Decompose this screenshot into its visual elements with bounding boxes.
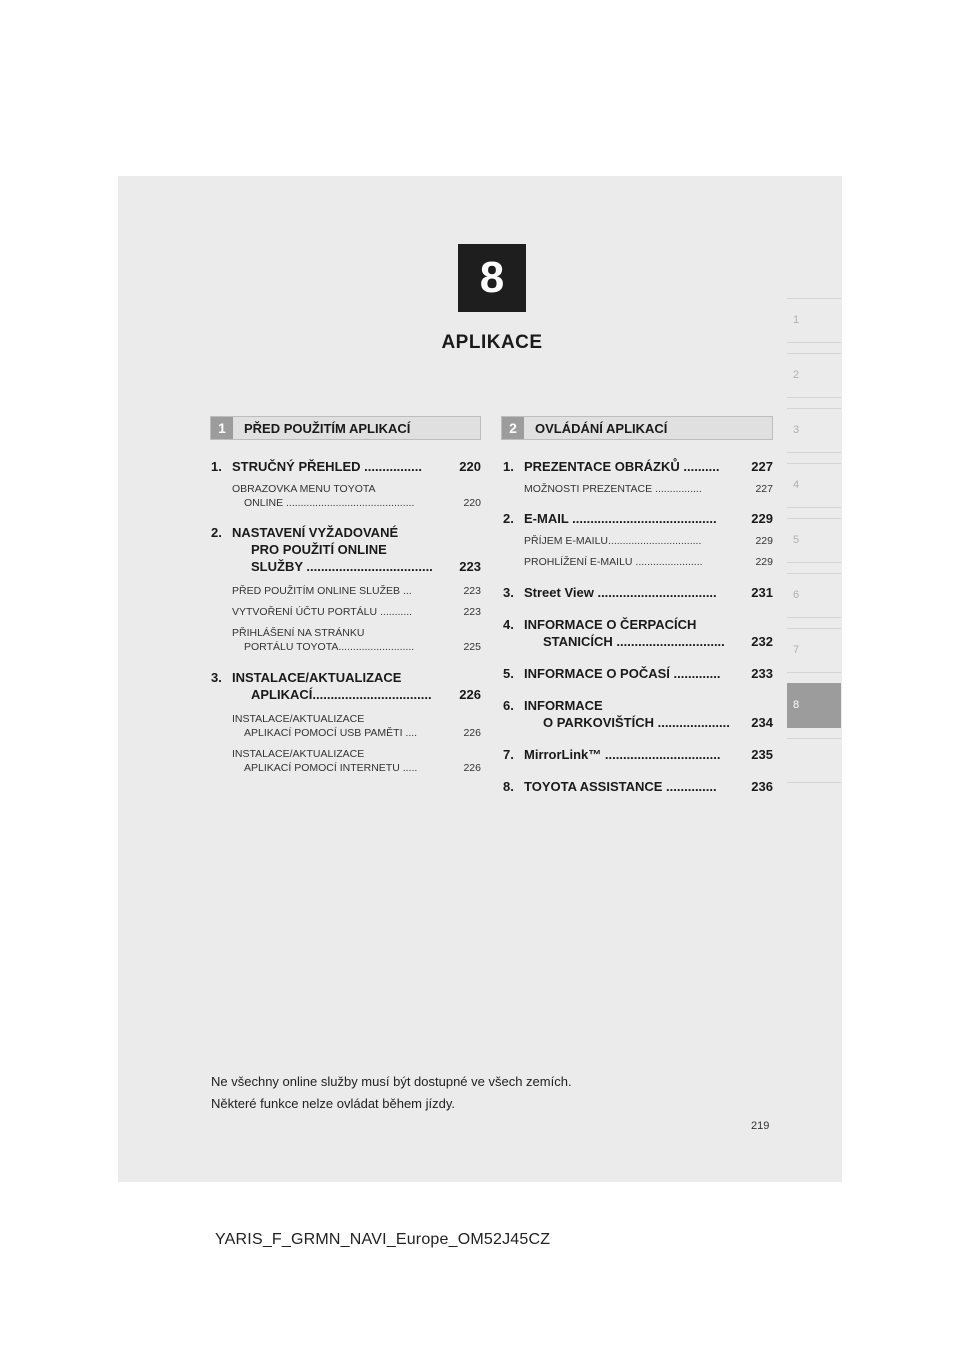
tab-3[interactable]: 3 xyxy=(787,408,841,453)
page-ref: 223 xyxy=(463,585,481,597)
page-ref: 226 xyxy=(463,727,481,739)
toc-subentry[interactable]: VYTVOŘENÍ ÚČTU PORTÁLU ........... 223 xyxy=(232,606,481,618)
tab-2[interactable]: 2 xyxy=(787,353,841,398)
chapter-number: 8 xyxy=(479,253,505,302)
toc-entry[interactable]: 2. E-MAIL ........................................ 229 xyxy=(503,511,773,526)
page-ref: 229 xyxy=(751,511,773,526)
toc-entry[interactable]: 1. PREZENTACE OBRÁZKŮ .......... 227 xyxy=(503,459,773,474)
toc-subentry[interactable]: PŘIHLÁŠENÍ NA STRÁNKU PORTÁLU TOYOTA.......................... 225 xyxy=(232,627,481,653)
page-ref: 223 xyxy=(459,559,481,574)
toc-entry[interactable]: 4. INFORMACE O ČERPACÍCH STANICÍCH .............................. 232 xyxy=(503,617,773,649)
toc-subentry[interactable]: PŘED POUŽITÍM ONLINE SLUŽEB ... 223 xyxy=(232,585,481,597)
tab-8[interactable]: 8 xyxy=(787,683,841,728)
page-ref: 223 xyxy=(463,606,481,618)
document-id: YARIS_F_GRMN_NAVI_Europe_OM52J45CZ xyxy=(215,1231,551,1248)
page-ref: 227 xyxy=(755,483,773,495)
toc-subentry[interactable]: MOŽNOSTI PREZENTACE ................ 227 xyxy=(524,483,773,495)
page-ref: 229 xyxy=(755,535,773,547)
chapter-number-badge xyxy=(458,244,526,312)
page-ref: 231 xyxy=(751,585,773,600)
toc-left-column xyxy=(211,458,481,775)
tab-1[interactable]: 1 xyxy=(787,298,841,343)
page-ref: 220 xyxy=(459,459,481,474)
chapter-title: APLIKACE xyxy=(441,332,543,353)
toc-right-column xyxy=(503,458,773,795)
toc-subentry[interactable]: OBRAZOVKA MENU TOYOTA ONLINE ............................................ 220 xyxy=(232,483,481,509)
section-title: OVLÁDÁNÍ APLIKACÍ xyxy=(535,421,668,436)
toc-entry[interactable]: 3. Street View ................................. 231 xyxy=(503,585,773,600)
page-ref: 227 xyxy=(751,459,773,474)
page-ref: 233 xyxy=(751,666,773,681)
tab-blank xyxy=(787,738,841,783)
section-number: 2 xyxy=(502,417,524,439)
tab-5[interactable]: 5 xyxy=(787,518,841,563)
page-ref: 226 xyxy=(463,762,481,774)
section-header-1 xyxy=(210,416,481,440)
toc-entry[interactable]: 2. NASTAVENÍ VYŽADOVANÉ PRO POUŽITÍ ONLINE SLUŽBY ................................... 223 xyxy=(211,525,481,574)
toc-entry[interactable]: 8. TOYOTA ASSISTANCE .............. 236 xyxy=(503,779,773,794)
page-ref: 220 xyxy=(463,497,481,509)
tab-7[interactable]: 7 xyxy=(787,628,841,673)
toc-subentry[interactable]: INSTALACE/AKTUALIZACE APLIKACÍ POMOCÍ INTERNETU ..... 226 xyxy=(232,748,481,774)
toc-entry[interactable]: 6. INFORMACE O PARKOVIŠTÍCH .................... 234 xyxy=(503,698,773,730)
toc-entry[interactable]: 5. INFORMACE O POČASÍ ............. 233 xyxy=(503,666,773,681)
tab-6[interactable]: 6 xyxy=(787,573,841,618)
page-ref: 232 xyxy=(751,634,773,649)
page-ref: 235 xyxy=(751,747,773,762)
page-ref: 236 xyxy=(751,779,773,794)
toc-subentry[interactable]: PŘÍJEM E-MAILU................................ 229 xyxy=(524,535,773,547)
toc-entry[interactable]: 7. MirrorLink™ ................................ 235 xyxy=(503,747,773,762)
toc-entry[interactable]: 1. STRUČNÝ PŘEHLED ................ 220 xyxy=(211,459,481,474)
page-ref: 225 xyxy=(463,641,481,653)
section-title: PŘED POUŽITÍM APLIKACÍ xyxy=(244,421,411,436)
section-header-2 xyxy=(501,416,773,440)
toc-subentry[interactable]: INSTALACE/AKTUALIZACE APLIKACÍ POMOCÍ USB PAMĚTI .... 226 xyxy=(232,713,481,739)
page-ref: 226 xyxy=(459,687,481,702)
footer-note: Ne všechny online služby musí být dostupné ve všech zemích. Některé funkce nelze ovládat během jízdy. xyxy=(211,1074,572,1111)
page-number: 219 xyxy=(751,1120,770,1132)
page-ref: 234 xyxy=(751,715,773,730)
toc-subentry[interactable]: PROHLÍŽENÍ E-MAILU ....................... 229 xyxy=(524,556,773,568)
page-ref: 229 xyxy=(755,556,773,568)
toc-entry[interactable]: 3. INSTALACE/AKTUALIZACE APLIKACÍ................................. 226 xyxy=(211,670,481,702)
tab-4[interactable]: 4 xyxy=(787,463,841,508)
section-number: 1 xyxy=(211,417,233,439)
